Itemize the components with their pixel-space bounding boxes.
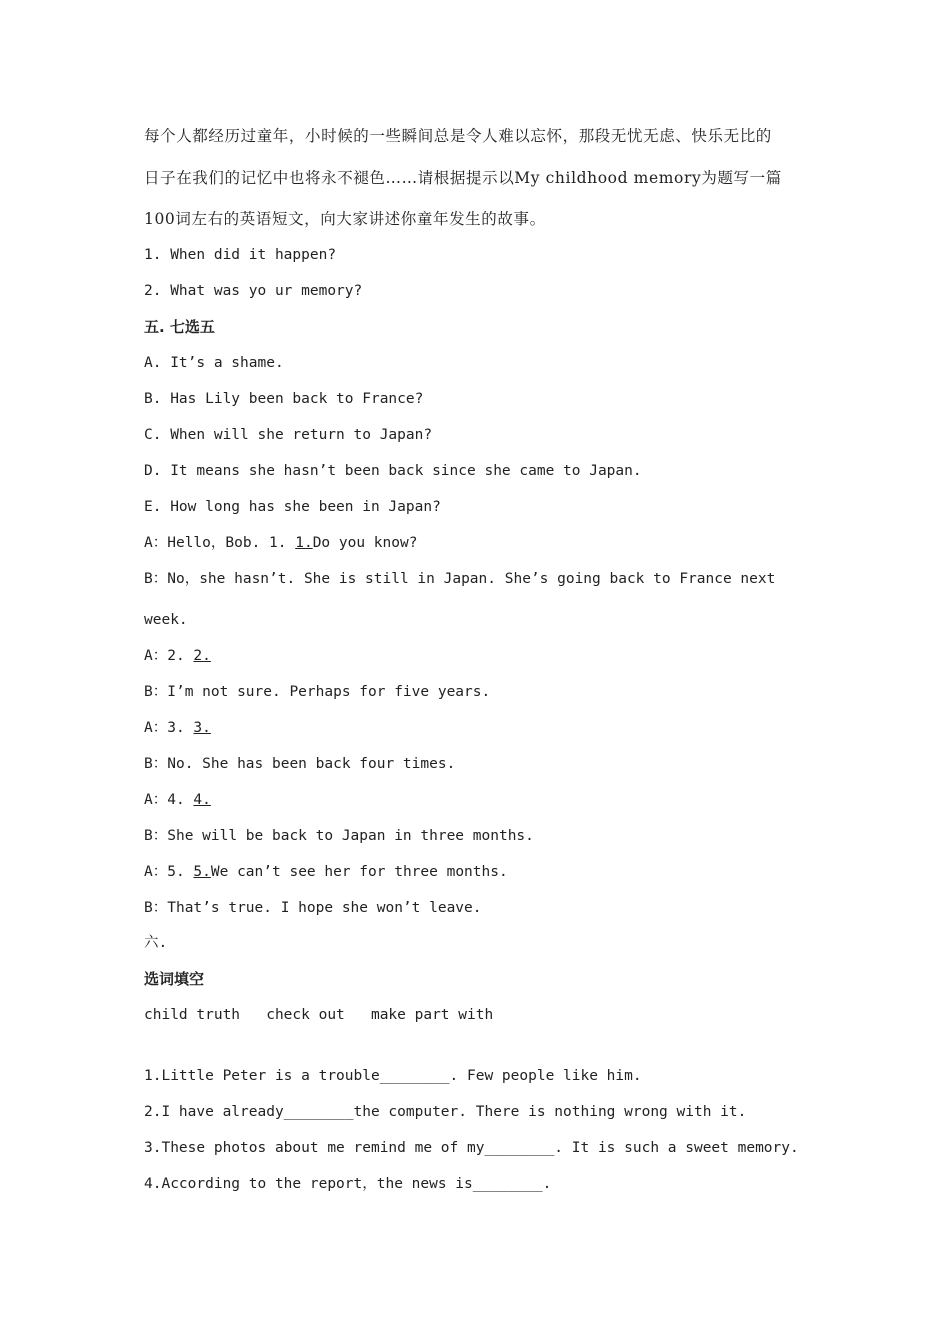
dialog-line-9	[144, 862, 508, 882]
answer-blank-4: 4.	[193, 792, 211, 808]
answer-blank-5: 5.	[193, 864, 211, 880]
answer-blank-2: 2.	[193, 648, 211, 664]
dialog-text: A：5.	[144, 864, 194, 880]
option-e: E. How long has she been in Japan?	[144, 499, 441, 515]
answer-blank-1: 1.	[295, 535, 313, 551]
option-b: B. Has Lily been back to France?	[144, 391, 424, 407]
intro-line-3: 100词左右的英语短文，向大家讲述你童年发生的故事。	[144, 210, 546, 228]
dialog-text: A：2.	[144, 648, 194, 664]
dialog-line-5	[144, 718, 211, 738]
section-6-title: 选词填空	[144, 970, 205, 988]
dialog-line-1	[144, 533, 417, 553]
dialog-line-8: B：She will be back to Japan in three months.	[144, 828, 534, 844]
word-bank: child truth check out make part with	[144, 1007, 494, 1023]
fill-item-2: 2.I have already________the computer. There is nothing wrong with it.	[144, 1104, 747, 1120]
dialog-line-6: B：No. She has been back four times.	[144, 756, 456, 772]
option-a: A. It’s a shame.	[144, 355, 284, 371]
dialog-line-3	[144, 646, 211, 666]
section-6-number: 六.	[144, 935, 168, 951]
fill-item-4: 4.According to the report，the news is________.	[144, 1176, 552, 1192]
section-5-title: 五. 七选五	[144, 318, 215, 336]
fill-item-1: 1.Little Peter is a trouble________. Few people like him.	[144, 1068, 642, 1084]
option-c: C. When will she return to Japan?	[144, 427, 433, 443]
dialog-text: A：4.	[144, 792, 194, 808]
dialog-line-7	[144, 790, 211, 810]
prompt-question-1: 1. When did it happen?	[144, 247, 337, 263]
dialog-text: A：3.	[144, 720, 194, 736]
dialog-text: Do you know?	[312, 535, 418, 551]
intro-line-2: 日子在我们的记忆中也将永不褪色……请根据提示以My childhood memory为题写一篇	[144, 169, 782, 187]
dialog-text: A：Hello，Bob. 1.	[144, 535, 296, 551]
dialog-line-2a: B：No，she hasn’t. She is still in Japan. She’s going back to France next	[144, 571, 776, 587]
option-d: D. It means she hasn’t been back since she came to Japan.	[144, 463, 642, 479]
fill-item-3: 3.These photos about me remind me of my________. It is such a sweet memory.	[144, 1140, 799, 1156]
dialog-line-10: B：That’s true. I hope she won’t leave.	[144, 900, 482, 916]
dialog-text: We can’t see her for three months.	[210, 864, 508, 880]
prompt-question-2: 2. What was yo ur memory?	[144, 283, 363, 299]
dialog-line-4: B：I’m not sure. Perhaps for five years.	[144, 684, 491, 700]
answer-blank-3: 3.	[193, 720, 211, 736]
dialog-line-2b: week.	[144, 612, 188, 628]
intro-line-1: 每个人都经历过童年，小时候的一些瞬间总是令人难以忘怀，那段无忧无虑、快乐无比的	[144, 127, 772, 145]
